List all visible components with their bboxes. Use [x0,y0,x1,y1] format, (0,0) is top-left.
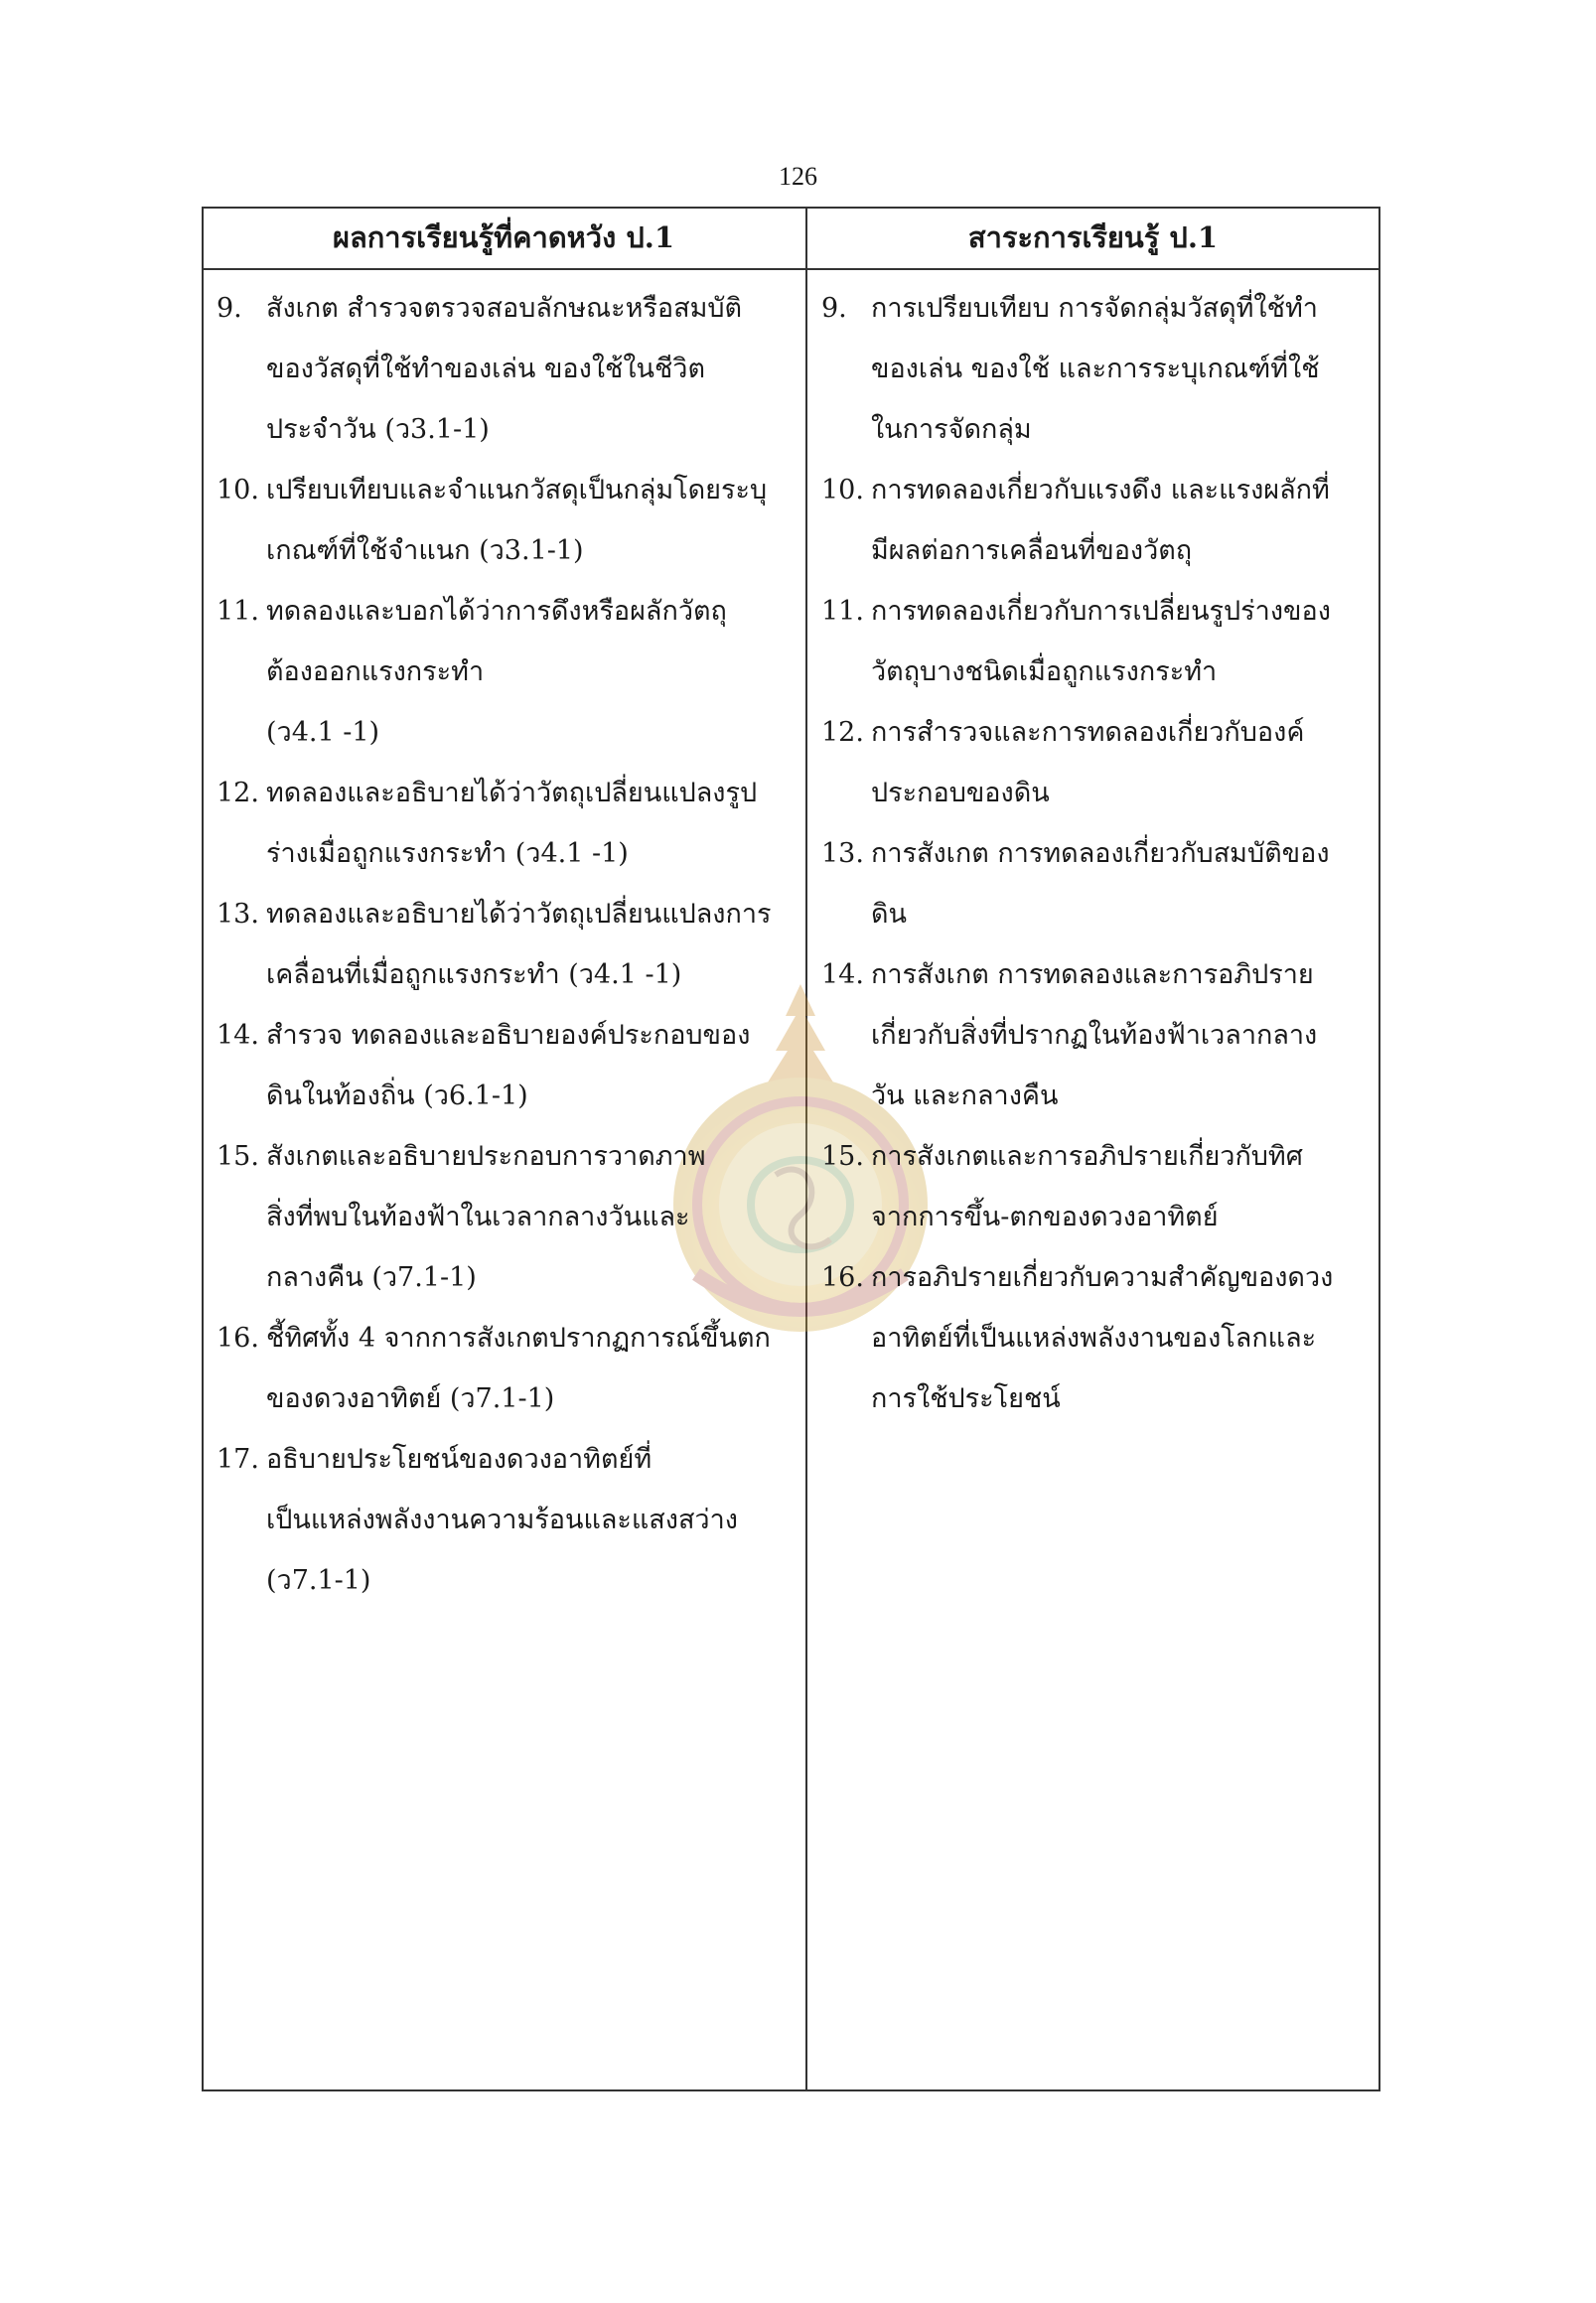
item-text-line: ต้องออกแรงกระทำ [266,656,485,687]
list-item [821,278,1373,460]
item-text-line: การสำรวจและการทดลองเกี่ยวกับองค์ [871,717,1305,748]
item-number: 14. [217,1020,259,1051]
item-text-line: จากการขึ้น-ตกของดวงอาทิตย์ [871,1202,1219,1232]
item-text-line: เคลื่อนที่เมื่อถูกแรงกระทำ (ว4.1 -1) [266,959,682,990]
item-text-line: อาทิตย์ที่เป็นแหล่งพลังงานของโลกและ [871,1323,1317,1354]
list-item [821,702,1373,823]
item-text-line: การเปรียบเทียบ การจัดกลุ่มวัสดุที่ใช้ทำ [871,293,1318,324]
item-number: 12. [821,717,864,748]
item-text-line: การอภิปรายเกี่ยวกับความสำคัญของดวง [871,1262,1334,1293]
item-text-line: มีผลต่อการเคลื่อนที่ของวัตถุ [871,535,1193,566]
list-item [217,763,798,884]
item-text-line: วัน และกลางคืน [871,1080,1059,1111]
item-number: 10. [217,475,259,505]
right-column [821,278,1373,1429]
item-number: 9. [821,293,847,324]
item-text-line: ของดวงอาทิตย์ (ว7.1-1) [266,1383,555,1414]
item-text-line: (ว7.1-1) [266,1565,371,1596]
list-item [821,1247,1373,1429]
item-text-line: เกี่ยวกับสิ่งที่ปรากฏในท้องฟ้าเวลากลาง [871,1020,1318,1051]
item-text-line: ทดลองและอธิบายได้ว่าวัตถุเปลี่ยนแปลงรูป [266,778,758,808]
list-item [217,1005,798,1126]
item-text-line: สังเกตและอธิบายประกอบการวาดภาพ [266,1141,706,1172]
list-item [217,884,798,1005]
item-text-line: การทดลองเกี่ยวกับการเปลี่ยนรูปร่างของ [871,596,1331,627]
item-text-line: อธิบายประโยชน์ของดวงอาทิตย์ที่ [266,1444,653,1475]
list-item [821,1126,1373,1247]
item-number: 13. [217,899,259,930]
item-text-line: ดิน [871,899,907,930]
item-number: 16. [821,1262,864,1293]
item-number: 11. [821,596,864,627]
item-text-line: เกณฑ์ที่ใช้จำแนก (ว3.1-1) [266,535,584,566]
item-text-line: ดินในท้องถิ่น (ว6.1-1) [266,1080,528,1111]
item-text-line: การสังเกตและการอภิปรายเกี่ยวกับทิศ [871,1141,1303,1172]
right-column-header: สาระการเรียนรู้ ป.1 [967,220,1219,254]
list-item [821,823,1373,944]
item-number: 11. [217,596,259,627]
item-text-line: ทดลองและอธิบายได้ว่าวัตถุเปลี่ยนแปลงการ [266,899,772,930]
item-text-line: เปรียบเทียบและจำแนกวัสดุเป็นกลุ่มโดยระบุ [266,475,768,505]
list-item [821,581,1373,702]
item-number: 10. [821,475,864,505]
left-column [217,278,798,1611]
item-text-line: การใช้ประโยชน์ [871,1383,1061,1414]
item-text-line: การทดลองเกี่ยวกับแรงดึง และแรงผลักที่ [871,475,1330,505]
item-text-line: สังเกต สำรวจตรวจสอบลักษณะหรือสมบัติ [266,293,743,324]
item-number: 17. [217,1444,259,1475]
list-item [217,1429,798,1611]
item-text-line: ในการจัดกลุ่ม [871,414,1032,445]
item-text-line: ทดลองและบอกได้ว่าการดึงหรือผลักวัตถุ [266,596,727,627]
item-number: 12. [217,778,259,808]
item-number: 14. [821,959,864,990]
item-text-line: กลางคืน (ว7.1-1) [266,1262,477,1293]
table-header-row [202,207,1380,270]
item-text-line: วัตถุบางชนิดเมื่อถูกแรงกระทำ [871,656,1218,687]
item-number: 15. [217,1141,259,1172]
item-text-line: (ว4.1 -1) [266,717,380,748]
list-item [821,460,1373,581]
item-text-line: ชี้ทิศทั้ง 4 จากการสังเกตปรากฏการณ์ขึ้นตก [266,1323,771,1354]
item-number: 9. [217,293,242,324]
item-text-line: การสังเกต การทดลองและการอภิปราย [871,959,1314,990]
list-item [217,460,798,581]
list-item [217,1308,798,1429]
item-text-line: การสังเกต การทดลองเกี่ยวกับสมบัติของ [871,838,1330,869]
list-item [217,1126,798,1308]
item-text-line: เป็นแหล่งพลังงานความร้อนและแสงสว่าง [266,1505,738,1535]
item-text-line: ของเล่น ของใช้ และการระบุเกณฑ์ที่ใช้ [871,354,1320,384]
item-text-line: สำรวจ ทดลองและอธิบายองค์ประกอบของ [266,1020,751,1051]
item-text-line: สิ่งที่พบในท้องฟ้าในเวลากลางวันและ [266,1202,690,1232]
item-text-line: ของวัสดุที่ใช้ทำของเล่น ของใช้ในชีวิต [266,354,705,384]
item-number: 16. [217,1323,259,1354]
page-number: 126 [779,162,817,191]
list-item [821,944,1373,1126]
list-item [217,278,798,460]
item-text-line: ประกอบของดิน [871,778,1050,808]
item-number: 13. [821,838,864,869]
left-column-header: ผลการเรียนรู้ที่คาดหวัง ป.1 [332,220,675,254]
item-text-line: ร่างเมื่อถูกแรงกระทำ (ว4.1 -1) [266,838,629,869]
list-item [217,581,798,763]
item-number: 15. [821,1141,864,1172]
item-text-line: ประจำวัน (ว3.1-1) [266,414,490,445]
